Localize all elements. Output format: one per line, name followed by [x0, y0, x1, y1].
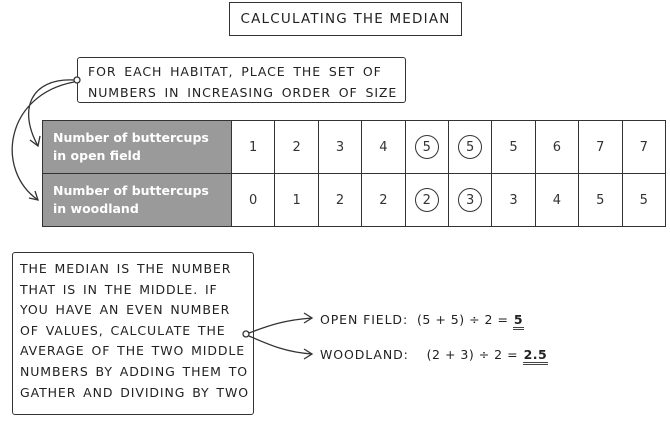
connector-dot — [243, 331, 249, 337]
cell-value: 5 — [596, 192, 605, 208]
cell-value: 3 — [509, 192, 518, 208]
calculation-expression: (2 + 3) ÷ 2 = — [426, 347, 519, 362]
row-header-line: in open field — [53, 148, 141, 163]
cell-value: 3 — [335, 139, 345, 155]
calculation-label: WOODLAND: — [320, 347, 409, 362]
cell-value: 7 — [596, 139, 605, 155]
cell-value: 5 — [639, 192, 648, 208]
row-header-line: Number of buttercups — [53, 130, 209, 145]
row-header-line: in woodland — [53, 201, 139, 216]
cell-value: 0 — [249, 192, 258, 208]
circled-middle-value: 2 — [415, 188, 439, 212]
cell-value: 4 — [552, 192, 562, 208]
calculation-result: 5 — [513, 312, 524, 330]
circled-middle-value: 3 — [458, 188, 482, 212]
connector-dot — [74, 77, 80, 83]
cell-value: 4 — [379, 139, 388, 155]
cell-value: 1 — [249, 139, 258, 155]
arrow-to-open-field — [249, 318, 312, 333]
instruction-text: FOR EACH HABITAT, PLACE THE SET OF NUMBERS IN INCREASING ORDER OF SIZE — [88, 64, 398, 100]
calculation-label: OPEN FIELD: — [320, 312, 409, 327]
row-header-line: Number of buttercups — [53, 183, 209, 198]
cell-value: 2 — [292, 139, 301, 155]
circled-middle-value: 5 — [415, 135, 439, 159]
page-title: CALCULATING THE MEDIAN — [240, 11, 451, 27]
cell-value: 6 — [552, 139, 562, 155]
circled-middle-value: 5 — [458, 135, 482, 159]
cell-value: 5 — [509, 139, 518, 155]
calculation-expression: (5 + 5) ÷ 2 = — [417, 312, 509, 327]
calculation-result: 2.5 — [523, 347, 549, 365]
cell-value: 1 — [292, 192, 301, 208]
cell-value: 2 — [379, 192, 388, 208]
arrow-to-row-2 — [12, 82, 74, 200]
explanation-text: THE MEDIAN IS THE NUMBER THAT IS IN THE MIDDLE. IF YOU HAVE AN EVEN NUMBER OF VALUES, CALCULATE THE AVERAGE OF THE TWO MIDDLE NUMBERS BY ADDING THEM TO GATHER AND DIVIDING BY TWO — [20, 261, 249, 400]
arrow-to-woodland — [249, 336, 312, 354]
cell-value: 7 — [639, 139, 648, 155]
cell-value: 2 — [335, 192, 345, 208]
